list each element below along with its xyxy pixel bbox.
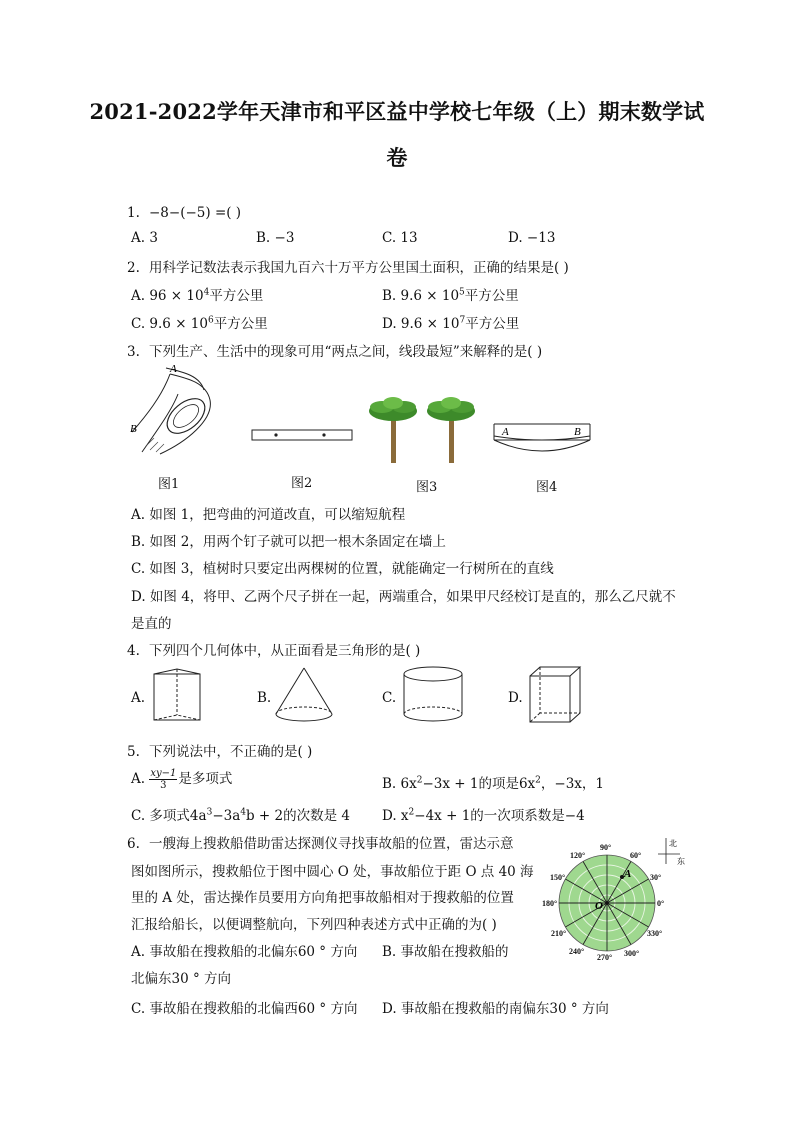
cylinder-shape [400,664,466,726]
radar-diagram [540,836,688,964]
option-text: 是多项式 [178,771,233,787]
exponent: 2 [408,807,415,818]
question-number: 3. [127,344,140,360]
q1-option-c: C. 13 [382,230,418,246]
question-stem-line4: 汇报给船长，以便调整航向，下列四种表述方式中正确的为( ) [131,917,497,933]
radar-angle-300: 300° [624,949,640,958]
option-text: D. 9.6 × 10 [382,316,460,332]
question-1 [127,205,241,221]
radar-angle-330: 330° [647,929,663,938]
figure-3-trees [366,395,478,465]
figure-1-river [126,360,218,460]
q3-option-a: A. 如图 1，把弯曲的河道改直，可以缩短航程 [131,507,406,523]
question-2 [127,256,569,276]
exponent: 2 [535,775,541,786]
palm-tree-2 [427,397,475,463]
compass-north: 北 [669,839,677,848]
exponent: 5 [459,287,465,298]
question-stem-line1: 一艘海上搜救船借助雷达探测仪寻找事故船的位置，雷达示意 [149,836,514,852]
q6-option-c: C. 事故船在搜救船的北偏西60 ° 方向 [131,1001,358,1017]
q5-option-b [382,772,604,792]
exponent: 7 [459,315,466,326]
question-number: 6. [127,836,140,852]
q4-label-d: D. [508,690,523,706]
q6-option-b: B. 事故船在搜救船的 [382,944,509,960]
question-5 [127,740,312,760]
question-stem-line3: 里的 A 处，雷达操作员要用方向角把事故船相对于搜救船的位置 [131,890,514,906]
option-text: ，−3x，1 [540,776,604,792]
radar-angle-180: 180° [542,899,558,908]
q3-option-c: C. 如图 3，植树时只要定出两棵树的位置，就能确定一行树所在的直线 [131,561,554,577]
q4-label-c: C. [382,690,397,706]
radar-angle-210: 210° [551,929,567,938]
radar-angle-90: 90° [600,843,612,852]
q3-option-d-cont: 是直的 [131,616,172,632]
radar-center-o: O [595,900,603,912]
question-stem: 下列四个几何体中，从正面看是三角形的是( ) [149,643,421,659]
cuboid-shape [526,664,584,726]
caption-fig3: 图3 [416,480,438,495]
q6-option-a: A. 事故船在搜救船的北偏东60 ° 方向 [131,944,358,960]
caption-fig2: 图2 [291,476,313,491]
option-text: −3x + 1的项是6x [422,776,536,792]
q1-option-a: A. 3 [131,230,158,246]
caption-fig4: 图4 [536,480,558,495]
cone-shape [272,666,336,726]
page-title-line2: 卷 [386,145,408,170]
radar-angle-120: 120° [570,851,586,860]
question-stem: 用科学记数法表示我国九百六十万平方公里国土面积，正确的结果是( ) [149,260,569,276]
figure-4-rulers [490,418,594,454]
question-stem: 下列说法中，不正确的是( ) [149,744,313,760]
radar-angle-240: 240° [569,947,585,956]
option-text: C. 多项式4a [131,808,207,824]
option-text: B. 9.6 × 10 [382,288,460,304]
q5-option-c [131,804,350,824]
fig4-label-a: A [502,426,509,438]
radar-angle-30: 30° [650,873,662,882]
exponent: 4 [203,287,210,298]
question-number: 2. [127,260,140,276]
option-text: D. x [382,808,409,824]
compass-east: 东 [677,857,685,866]
option-text: b + 2的次数是 4 [246,808,351,824]
triangular-prism-shape [150,668,206,724]
fig1-label-b: B [130,423,137,435]
question-4 [127,639,420,659]
question-6 [127,832,514,852]
option-unit: 平方公里 [464,288,519,304]
question-number: 1. [127,205,140,221]
page-title-line1: 2021-2022学年天津市和平区益中学校七年级（上）期末数学试 [89,99,705,124]
q6-option-b-cont: 北偏东30 ° 方向 [131,971,232,987]
option-text: −3a [212,808,241,824]
option-unit: 平方公里 [213,316,268,332]
q1-option-b: B. −3 [256,230,295,246]
exponent: 6 [207,315,214,326]
option-text: −4x + 1的一次项系数是−4 [414,808,585,824]
fraction [149,768,177,791]
question-number: 5. [127,744,140,760]
q5-option-a: A. $\frac{xy-1}{3}$ 是多项式 [131,768,233,791]
q2-option-a [131,284,263,304]
question-stem-line2: 图如图所示，搜救船位于图中圆心 O 处，事故船位于距 O 点 40 海 [131,864,534,880]
radar-angle-60: 60° [630,851,642,860]
question-3 [127,340,542,360]
radar-angle-270: 270° [597,953,613,962]
q4-label-b: B. [257,690,272,706]
radar-angle-0: 0° [657,899,665,908]
option-unit: 平方公里 [465,316,520,332]
option-text: A. 96 × 10 [131,288,204,304]
palm-tree-1 [369,397,417,463]
exponent: 4 [240,807,246,818]
question-number: 4. [127,643,140,659]
option-text: B. 6x [382,776,417,792]
fraction-numerator: xy−1 [150,768,177,779]
figure-2-plank [250,428,354,444]
fraction-denominator: 3 [160,780,167,791]
exponent: 3 [206,807,213,818]
q3-option-b: B. 如图 2，用两个钉子就可以把一根木条固定在墙上 [131,534,446,550]
q1-option-d: D. −13 [508,230,556,246]
question-stem: −8−(−5) =( ) [149,205,242,221]
option-text: C. 9.6 × 10 [131,316,208,332]
radar-point-a: A [624,868,632,880]
q2-option-b [382,284,519,304]
q2-option-d [382,312,519,332]
fig1-label-a: A [170,363,177,375]
q5-option-d [382,804,585,824]
q3-option-d: D. 如图 4，将甲、乙两个尺子拼在一起，两端重合，如果甲尺经校订是直的，那么乙尺就不 [131,589,676,605]
q4-label-a: A. [131,690,146,706]
question-stem: 下列生产、生活中的现象可用“两点之间，线段最短”来解释的是( ) [149,344,543,360]
caption-fig1: 图1 [158,477,180,492]
radar-angle-150: 150° [550,873,566,882]
option-unit: 平方公里 [209,288,264,304]
exponent: 2 [416,775,423,786]
q2-option-c [131,312,268,332]
fig4-label-b: B [574,426,581,438]
q6-option-d: D. 事故船在搜救船的南偏东30 ° 方向 [382,1001,609,1017]
